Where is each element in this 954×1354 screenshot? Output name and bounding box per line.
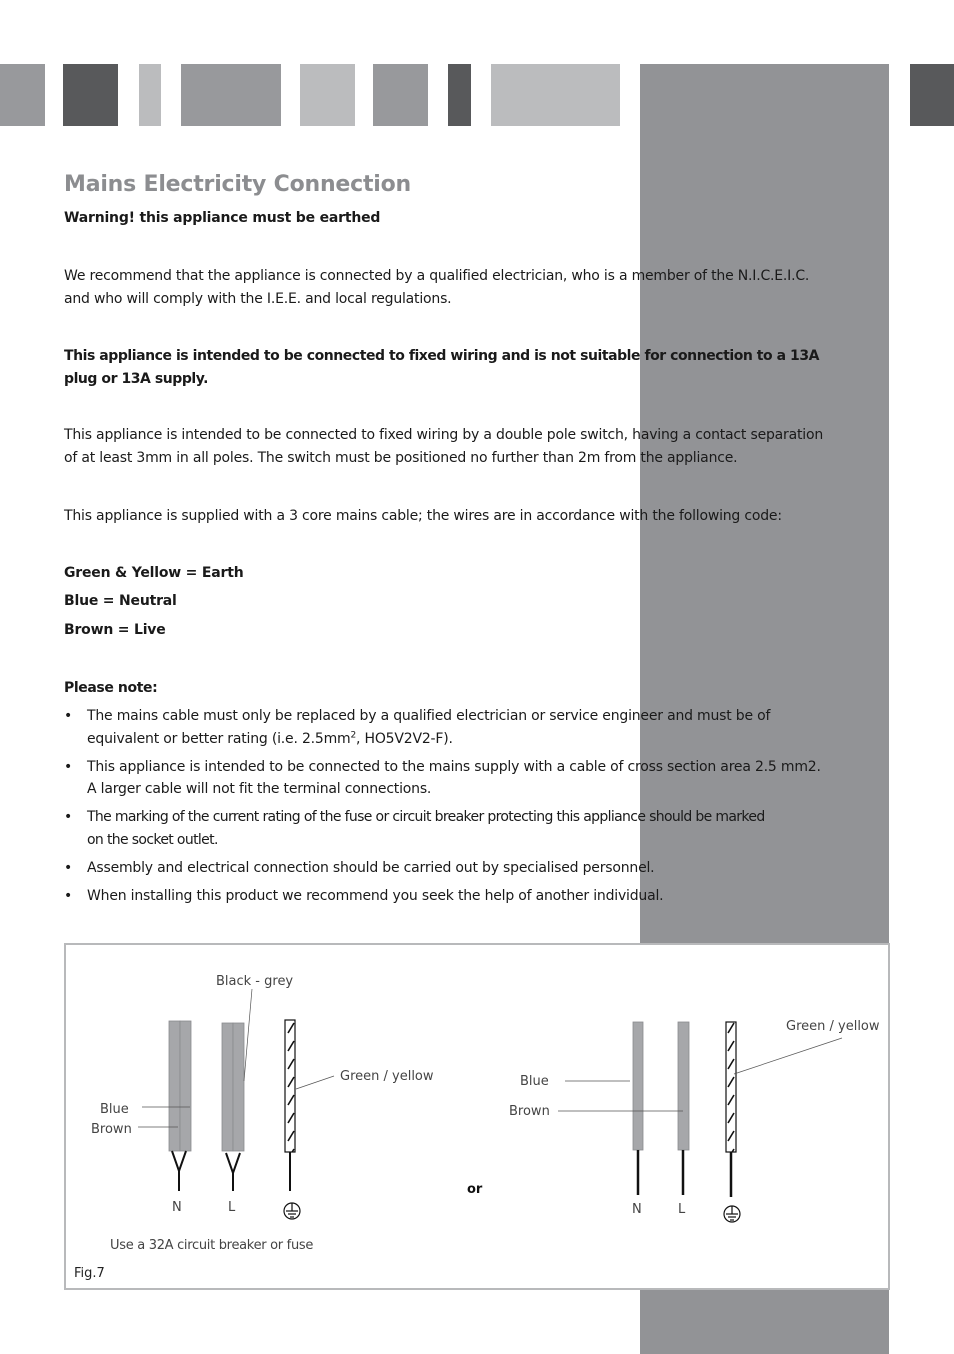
note-item: • When installing this product we recommend you seek the help of another individual. bbox=[64, 885, 824, 908]
label-right-brown: Brown bbox=[509, 1104, 550, 1119]
header-bar-1 bbox=[0, 64, 45, 126]
header-bar-4 bbox=[181, 64, 281, 126]
please-note-heading: Please note: bbox=[64, 680, 158, 696]
code-neutral: Blue = Neutral bbox=[64, 593, 177, 609]
label-or: or bbox=[467, 1182, 483, 1197]
label-right-blue: Blue bbox=[520, 1074, 549, 1089]
paragraph-fixed-wiring-warning: This appliance is intended to be connected to fixed wiring and is not suitable for connection to a 13A plug or 13A supply. bbox=[64, 348, 820, 387]
left-neutral-cable bbox=[169, 1021, 191, 1191]
label-left-n: N bbox=[172, 1200, 182, 1215]
page-title: Mains Electricity Connection bbox=[64, 172, 412, 197]
right-earth-cable bbox=[724, 1022, 740, 1222]
earth-warning: Warning! this appliance must be earthed bbox=[64, 210, 381, 226]
header-bar-2 bbox=[63, 64, 118, 126]
left-live-cable bbox=[222, 1023, 244, 1191]
header-bar-3 bbox=[139, 64, 161, 126]
label-left-blue: Blue bbox=[100, 1102, 129, 1117]
right-neutral-cable bbox=[633, 1022, 643, 1195]
label-right-green-yellow: Green / yellow bbox=[786, 1019, 880, 1034]
label-right-n: N bbox=[632, 1202, 642, 1217]
paragraph-double-pole-switch: This appliance is intended to be connected to fixed wiring by a double pole switch, having a contact separation of at least 3mm in all poles. The switch must be positioned no further than 2m from the appliance. bbox=[64, 427, 823, 466]
wiring-diagram bbox=[64, 943, 890, 1290]
code-earth: Green & Yellow = Earth bbox=[64, 565, 244, 581]
note-item: • The marking of the current rating of the fuse or circuit breaker protecting this appliance should be marked on the socket outlet. bbox=[64, 806, 824, 851]
header-bar-9 bbox=[910, 64, 954, 126]
label-left-green-yellow: Green / yellow bbox=[340, 1069, 434, 1084]
code-live: Brown = Live bbox=[64, 622, 166, 638]
header-bar-8 bbox=[491, 64, 620, 126]
paragraph-electrician: We recommend that the appliance is connected by a qualified electrician, who is a member of the N.I.C.E.I.C. and who will comply with the I.E.E. and local regulations. bbox=[64, 268, 810, 307]
note-item: • Assembly and electrical connection should be carried out by specialised personnel. bbox=[64, 857, 824, 880]
label-left-l: L bbox=[228, 1200, 236, 1215]
wiring-diagram-svg bbox=[66, 945, 888, 1288]
label-black-grey: Black - grey bbox=[216, 974, 294, 989]
label-right-l: L bbox=[678, 1202, 686, 1217]
header-bar-7 bbox=[448, 64, 471, 126]
notes-list bbox=[64, 705, 824, 913]
header-bar-6 bbox=[373, 64, 428, 126]
header-bar-5 bbox=[300, 64, 355, 126]
note-item: • The mains cable must only be replaced by a qualified electrician or service engineer and must be of equivalent or better rating (i.e. $2.5mm^2$, HO5V2V2-F). bbox=[64, 705, 824, 750]
right-live-cable bbox=[678, 1022, 689, 1195]
paragraph-cable-code: This appliance is supplied with a 3 core mains cable; the wires are in accordance with the following code: bbox=[64, 508, 782, 524]
label-left-brown: Brown bbox=[91, 1122, 132, 1137]
note-item: • This appliance is intended to be connected to the mains supply with a cable of cross section area 2.5 mm2. A larger cable will not fit the terminal connections. bbox=[64, 756, 824, 801]
label-breaker-note: Use a 32A circuit breaker or fuse bbox=[110, 1238, 314, 1253]
left-earth-cable bbox=[284, 1020, 300, 1219]
figure-caption: Fig.7 bbox=[74, 1266, 105, 1281]
